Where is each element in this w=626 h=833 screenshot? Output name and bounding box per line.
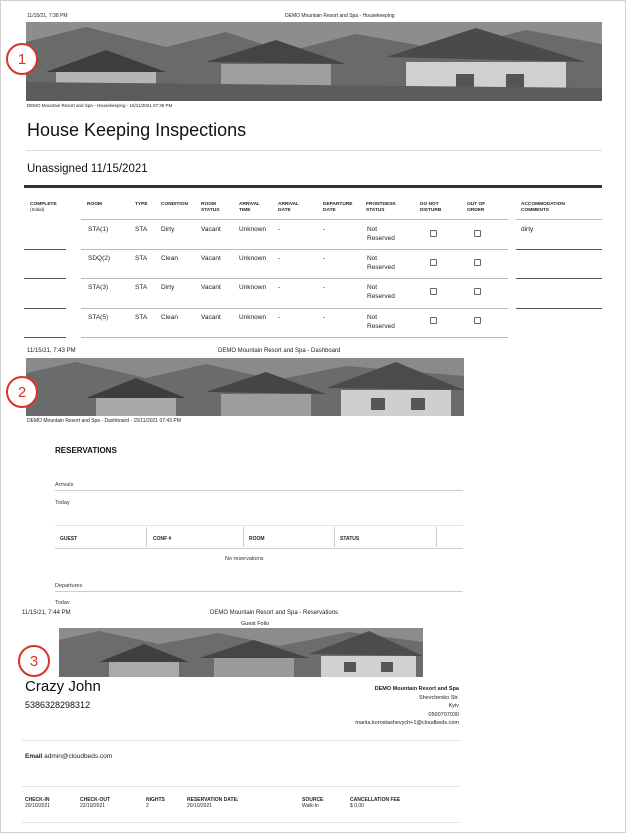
col-arrival-date: ARRIVAL DATE	[278, 202, 299, 213]
guest-email	[25, 753, 112, 760]
cell-room: STA(3)	[88, 284, 109, 291]
window-title: DEMO Mountain Resort and Spa - Housekeeping	[285, 13, 395, 19]
cell-frontdesk-line2: Reserved	[367, 323, 395, 330]
table-top-rule	[55, 525, 463, 526]
callout-3: 3	[18, 645, 50, 677]
divider	[22, 786, 460, 787]
reservation-date-label: RESERVATION DATE:	[187, 797, 239, 803]
do-not-disturb-checkbox[interactable]	[430, 230, 437, 237]
table-header-rule	[55, 548, 463, 549]
reservations-heading: RESERVATIONS	[55, 446, 117, 455]
row-rule	[81, 278, 508, 279]
cell-room-status: Vacant	[201, 284, 221, 291]
divider	[55, 490, 463, 491]
cell-departure-date: -	[323, 314, 326, 321]
header-rule	[81, 219, 508, 220]
hotel-street: Shevchenko Str.	[418, 694, 459, 701]
hotel-city: Kyiv	[448, 703, 459, 709]
cell-departure-date: -	[323, 226, 326, 233]
cell-arrival-date: -	[278, 284, 281, 291]
source-value: Walk-In	[302, 803, 319, 809]
col-room: ROOM	[249, 536, 265, 542]
out-of-order-checkbox[interactable]	[474, 259, 481, 266]
departures-label: Departures	[55, 583, 83, 589]
hotel-phone: 0500707030	[428, 711, 459, 718]
col-complete-sub: (Initial)	[30, 208, 45, 213]
row-rule	[81, 337, 508, 338]
cell-frontdesk-line2: Reserved	[367, 264, 395, 271]
cell-arrival-time: Unknown	[239, 255, 267, 262]
empty-message: No reservations	[225, 556, 264, 562]
cancellation-fee-value: $ 0.00	[350, 803, 364, 809]
col-departure-date: DEPARTURE DATE	[323, 202, 353, 213]
col-arrival-time: ARRIVAL TIME	[239, 202, 260, 213]
header-photo	[26, 22, 602, 101]
cell-frontdesk-line1: Not	[367, 226, 378, 233]
table-top-rule	[24, 185, 602, 188]
cell-type: STA	[135, 226, 148, 233]
col-condition: CONDITION	[161, 202, 188, 207]
timestamp: 11/15/21, 7:38 PM	[27, 13, 68, 19]
hotel-email: mariia.korostashevych+1@cloudbeds.com	[355, 720, 459, 726]
cell-room: SDQ(2)	[88, 255, 111, 262]
window-title: DEMO Mountain Resort and Spa - Dashboard	[218, 348, 341, 354]
timestamp: 11/15/21, 7:43 PM	[27, 348, 76, 354]
col-out-of-order: OUT OF ORDER	[467, 202, 486, 213]
out-of-order-checkbox[interactable]	[474, 288, 481, 295]
cell-arrival-date: -	[278, 226, 281, 233]
today-label: Today	[55, 500, 70, 506]
do-not-disturb-checkbox[interactable]	[430, 288, 437, 295]
hotel-address	[355, 685, 459, 728]
timestamp: 11/15/21, 7:44 PM	[22, 610, 71, 616]
banner-caption: DEMO Mountain Resort and Spa - Dashboard - 15/11/2021 07:43 PM	[27, 418, 181, 424]
nights-value: 2	[146, 803, 149, 809]
divider	[22, 740, 460, 741]
guest-name: Crazy John	[25, 678, 101, 695]
cell-type: STA	[135, 314, 148, 321]
divider	[55, 591, 463, 592]
col-room: ROOM	[87, 202, 102, 207]
cell-room-status: Vacant	[201, 226, 221, 233]
checkin-label: CHECK-IN	[25, 797, 50, 803]
email-label: Email	[25, 753, 43, 760]
cell-frontdesk-line1: Not	[367, 255, 378, 262]
cell-comment: dirty	[521, 226, 534, 233]
email-value: admin@cloudbeds.com	[44, 753, 113, 760]
cell-frontdesk-line2: Reserved	[367, 293, 395, 300]
col-frontdesk-status: FRONTDESK STATUS	[366, 202, 396, 213]
do-not-disturb-checkbox[interactable]	[430, 259, 437, 266]
out-of-order-checkbox[interactable]	[474, 317, 481, 324]
initial-line	[24, 308, 66, 309]
cell-room: STA(1)	[88, 226, 109, 233]
cell-arrival-time: Unknown	[239, 226, 267, 233]
col-guest: GUEST	[60, 536, 78, 542]
source-label: SOURCE	[302, 797, 324, 803]
guest-folio-label: Guest Folio	[241, 621, 270, 627]
out-of-order-checkbox[interactable]	[474, 230, 481, 237]
cell-departure-date: -	[323, 284, 326, 291]
window-title: DEMO Mountain Resort and Spa - Reservations	[210, 610, 339, 616]
do-not-disturb-checkbox[interactable]	[430, 317, 437, 324]
col-divider	[334, 527, 335, 547]
comment-line	[516, 249, 602, 250]
section-subtitle: Unassigned 11/15/2021	[27, 163, 148, 175]
cell-room-status: Vacant	[201, 314, 221, 321]
col-complete: COMPLETE	[30, 202, 57, 207]
initial-line	[24, 337, 66, 338]
col-accommodation-comments: ACCOMMODATION COMMENTS	[521, 202, 565, 213]
header-rule-comments	[516, 219, 602, 220]
initial-line	[24, 278, 66, 279]
cell-departure-date: -	[323, 255, 326, 262]
checkout-label: CHECK-OUT	[80, 797, 110, 803]
col-type: TYPE	[135, 202, 148, 207]
col-conf: CONF #	[153, 536, 172, 542]
col-do-not-disturb: DO NOT DISTURB	[420, 202, 442, 213]
hotel-name: DEMO Mountain Resort and Spa	[374, 686, 459, 692]
col-divider	[146, 527, 147, 547]
col-divider	[436, 527, 437, 547]
today-label-cut: Today	[55, 600, 70, 604]
cancellation-fee-label: CANCELLATION FEE	[350, 797, 401, 803]
divider	[22, 822, 460, 823]
comment-line	[516, 308, 602, 309]
cell-type: STA	[135, 255, 148, 262]
reservation-date-value: 20/10/2021	[187, 803, 213, 809]
arrivals-label: Arrivals	[55, 482, 74, 488]
col-status: STATUS	[340, 536, 360, 542]
nights-label: NIGHTS	[146, 797, 165, 803]
callout-1: 1	[6, 43, 38, 75]
header-photo	[59, 628, 423, 677]
cell-arrival-date: -	[278, 314, 281, 321]
row-rule	[81, 308, 508, 309]
cell-type: STA	[135, 284, 148, 291]
cell-condition: Clean	[161, 314, 178, 321]
initial-line	[24, 249, 66, 250]
cell-room: STA(5)	[88, 314, 109, 321]
guest-phone: 5386328298312	[25, 700, 91, 710]
divider	[26, 150, 602, 151]
cell-frontdesk-line1: Not	[367, 314, 378, 321]
cell-frontdesk-line1: Not	[367, 284, 378, 291]
cell-frontdesk-line2: Reserved	[367, 235, 395, 242]
cell-arrival-date: -	[278, 255, 281, 262]
page-title: House Keeping Inspections	[27, 120, 247, 140]
cell-condition: Clean	[161, 255, 178, 262]
checkout-value: 22/10/2021	[80, 803, 106, 809]
col-room-status: ROOM STATUS	[201, 202, 220, 213]
col-divider	[243, 527, 244, 547]
checkin-value: 20/10/2021	[25, 803, 51, 809]
cell-condition: Dirty	[161, 284, 175, 291]
cell-condition: Dirty	[161, 226, 175, 233]
cell-room-status: Vacant	[201, 255, 221, 262]
banner-caption: DEMO Mountain Resort and Spa - Housekeeping - 15/11/2021 07:39 PM	[27, 103, 173, 108]
cell-arrival-time: Unknown	[239, 284, 267, 291]
header-photo	[26, 358, 464, 416]
comment-line	[516, 278, 602, 279]
row-rule	[81, 249, 508, 250]
callout-2: 2	[6, 376, 38, 408]
cell-arrival-time: Unknown	[239, 314, 267, 321]
